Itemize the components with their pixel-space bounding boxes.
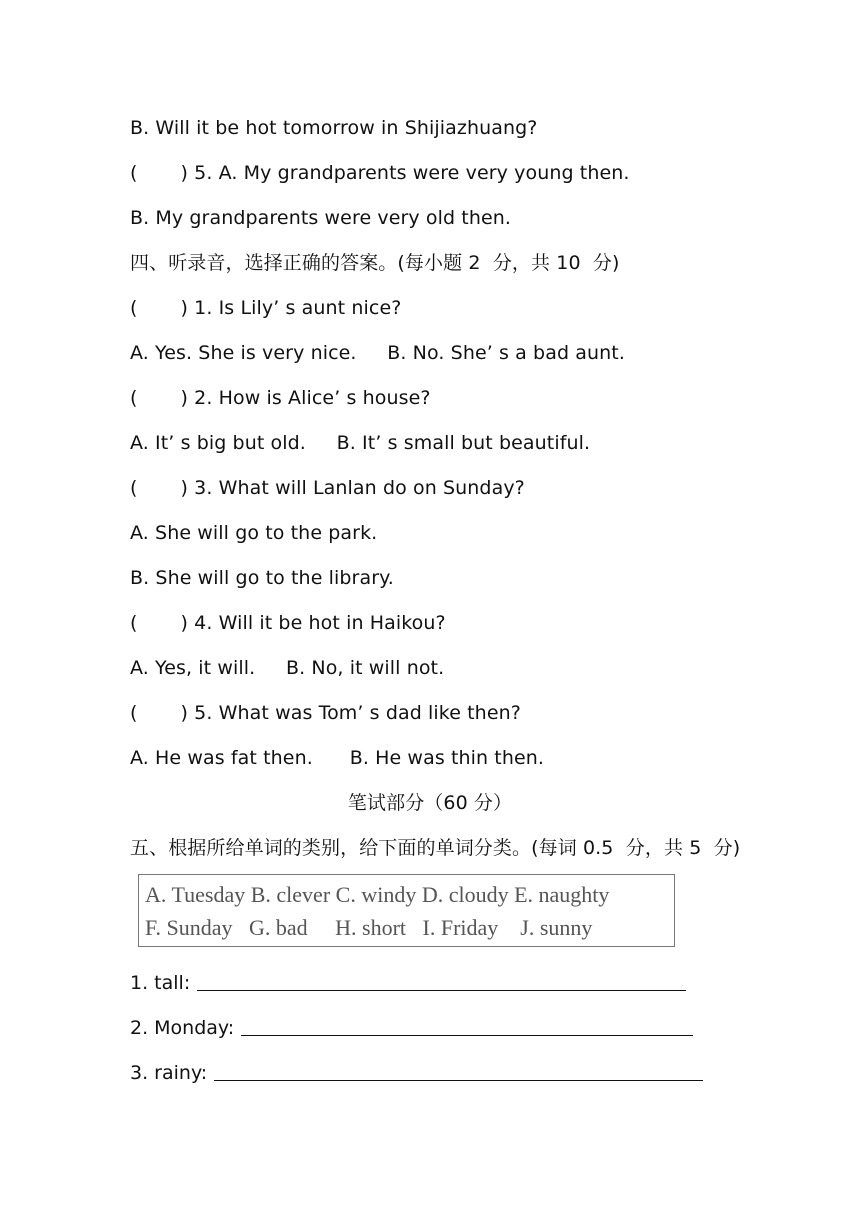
fill-item-rainy-label: 3. rainy: bbox=[130, 1062, 208, 1084]
fill-item-monday-label: 2. Monday: bbox=[130, 1017, 235, 1039]
question-5: ( ) 5. What was Tom’ s dad like then? bbox=[130, 702, 521, 724]
question-1-options: A. Yes. She is very nice. B. No. She’ s a bad aunt. bbox=[130, 342, 625, 364]
section-4-heading: 四、听录音，选择正确的答案。(每小题 2 分，共 10 分) bbox=[130, 252, 620, 274]
question-2-options: A. It’ s big but old. B. It’ s small but beautiful. bbox=[130, 432, 591, 454]
question-2: ( ) 2. How is Alice’ s house? bbox=[130, 387, 431, 409]
section-5-heading: 五、根据所给单词的类别，给下面的单词分类。(每词 0.5 分，共 5 分) bbox=[130, 837, 741, 859]
answer-blank-tall[interactable] bbox=[197, 971, 686, 991]
word-choice-box bbox=[138, 874, 675, 947]
question-4: ( ) 4. Will it be hot in Haikou? bbox=[130, 612, 446, 634]
word-box-row-2: F. Sunday G. bad H. short I. Friday J. sunny bbox=[145, 915, 593, 940]
answer-blank-monday[interactable] bbox=[241, 1016, 693, 1036]
question-3-option-a: A. She will go to the park. bbox=[130, 522, 378, 544]
question-5-options: A. He was fat then. B. He was thin then. bbox=[130, 747, 545, 769]
fill-item-tall bbox=[130, 971, 686, 997]
question-1: ( ) 1. Is Lily’ s aunt nice? bbox=[130, 297, 402, 319]
fill-item-tall-label: 1. tall: bbox=[130, 972, 191, 994]
question-3: ( ) 3. What will Lanlan do on Sunday? bbox=[130, 477, 525, 499]
word-box-row-1: A. Tuesday B. clever C. windy D. cloudy E. naughty bbox=[145, 882, 610, 907]
question-item-5-grandparents: ( ) 5. A. My grandparents were very young then. bbox=[130, 162, 630, 184]
fill-item-rainy bbox=[130, 1061, 703, 1087]
fill-item-monday bbox=[130, 1016, 693, 1042]
written-section-title: 笔试部分（60 分） bbox=[347, 792, 513, 814]
question-3-option-b: B. She will go to the library. bbox=[130, 567, 394, 589]
option-b-grandparents: B. My grandparents were very old then. bbox=[130, 207, 512, 229]
option-b-shijiazhuang: B. Will it be hot tomorrow in Shijiazhuang? bbox=[130, 117, 538, 139]
answer-blank-rainy[interactable] bbox=[214, 1061, 703, 1081]
question-4-options: A. Yes, it will. B. No, it will not. bbox=[130, 657, 445, 679]
